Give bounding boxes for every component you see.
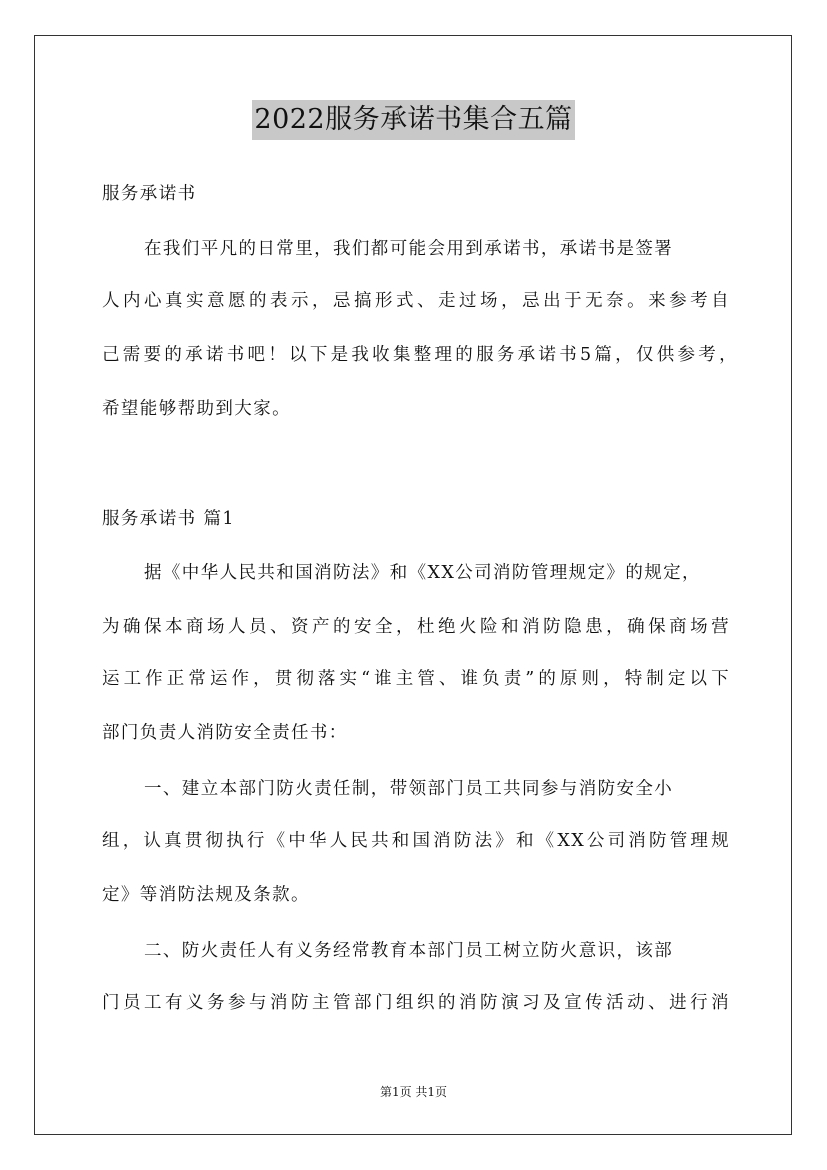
section-p2-line-1: 一、建立本部门防火责任制，带领部门员工共同参与消防安全小 [144, 779, 674, 799]
section-p3-line-2: 门员工有义务参与消防主管部门组织的消防演习及宣传活动、进行消 [102, 993, 730, 1013]
document-title: 2022服务承诺书集合五篇 [252, 100, 574, 140]
section-p1-line-2: 为确保本商场人员、资产的安全，杜绝火险和消防隐患，确保商场营 [102, 617, 730, 637]
intro-line-1: 在我们平凡的日常里，我们都可能会用到承诺书，承诺书是签署 [144, 239, 674, 259]
intro-line-3: 己需要的承诺书吧！以下是我收集整理的服务承诺书5篇，仅供参考， [102, 345, 738, 365]
intro-line-4: 希望能够帮助到大家。 [102, 399, 291, 419]
intro-heading: 服务承诺书 [102, 184, 197, 204]
title-container [0, 100, 827, 140]
section-p2-line-3: 定》等消防法规及条款。 [102, 885, 310, 905]
section-p1-line-3: 运工作正常运作，贯彻落实“谁主管、谁负责”的原则，特制定以下 [102, 669, 730, 689]
section-p1-line-4: 部门负责人消防安全责任书： [102, 723, 348, 743]
section-p2-line-2: 组，认真贯彻执行《中华人民共和国消防法》和《XX公司消防管理规 [102, 831, 730, 851]
section-p3-line-1: 二、防火责任人有义务经常教育本部门员工树立防火意识，该部 [144, 941, 674, 961]
section-heading: 服务承诺书 篇1 [102, 509, 235, 529]
page-footer: 第1页 共1页 [379, 1085, 448, 1099]
section-p1-line-1: 据《中华人民共和国消防法》和《XX公司消防管理规定》的规定， [144, 563, 701, 583]
intro-line-2: 人内心真实意愿的表示，忌搞形式、走过场，忌出于无奈。来参考自 [102, 291, 730, 311]
